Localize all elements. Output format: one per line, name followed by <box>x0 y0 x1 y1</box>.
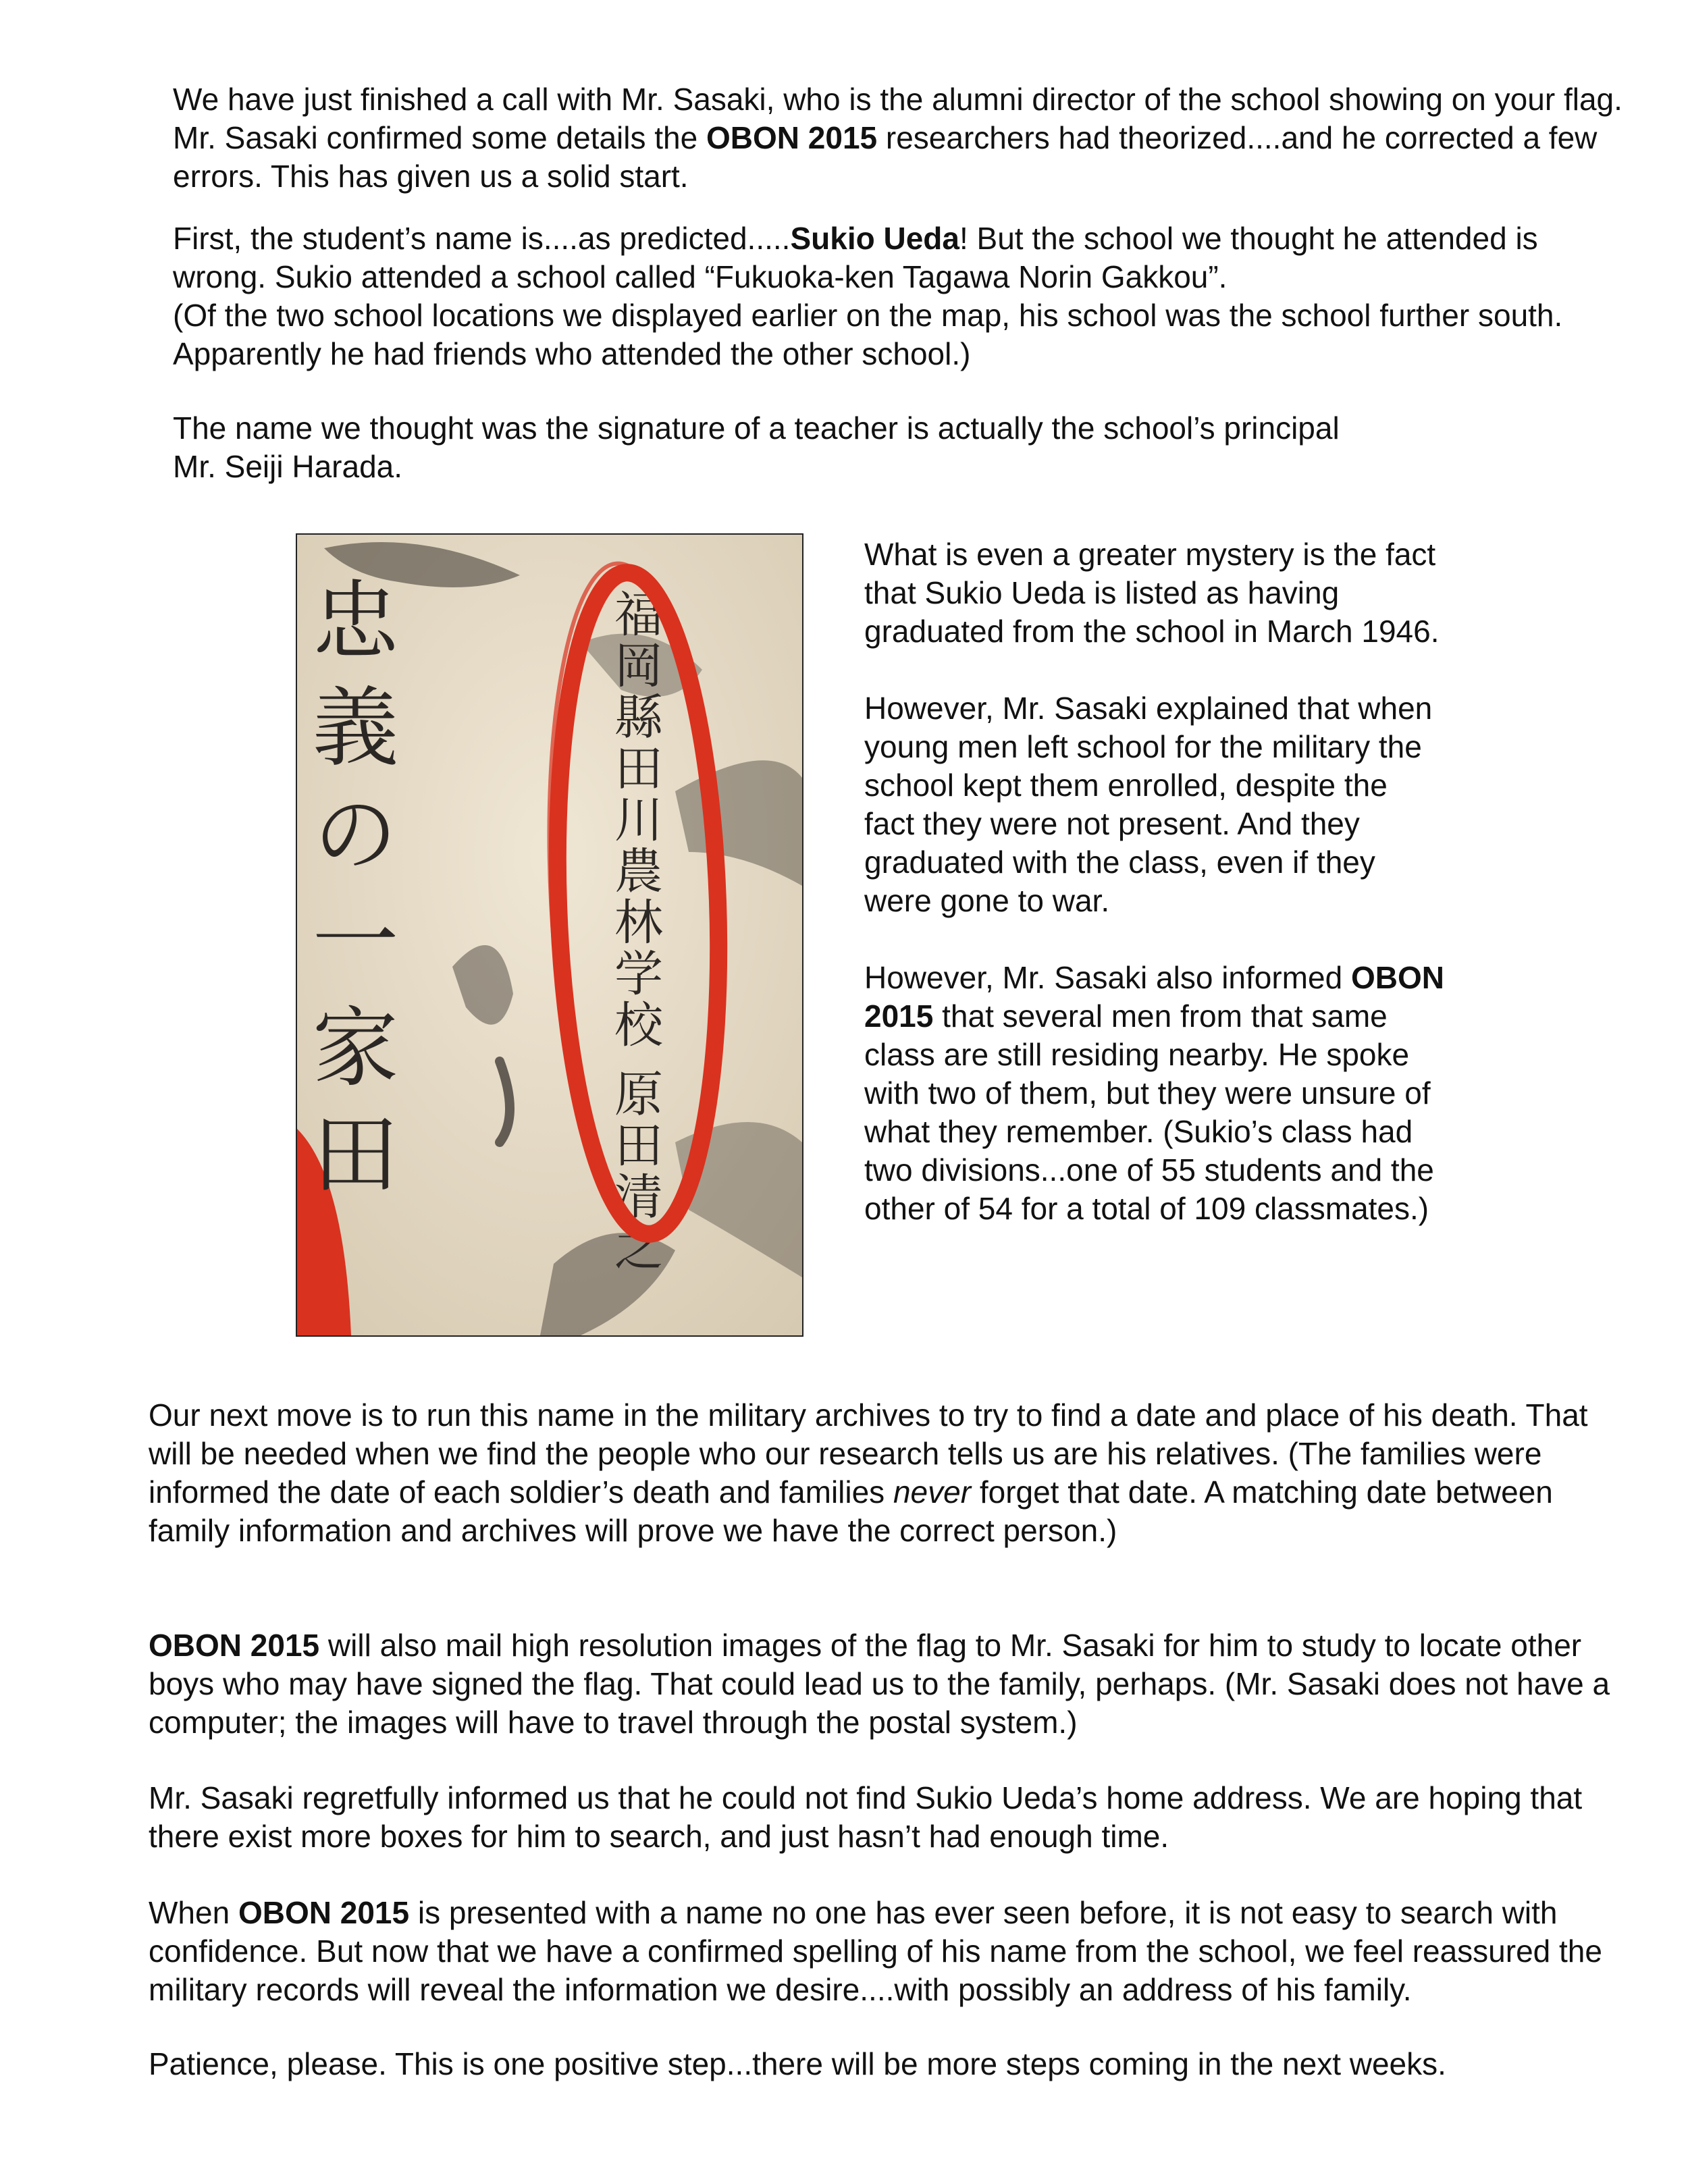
graduation-paragraph: What is even a greater mystery is the fact that Sukio Ueda is listed as having graduated from the school in March 1946. <box>864 537 1440 649</box>
obon-2015-bold: OBON 2015 <box>706 120 878 155</box>
closing-paragraph: Patience, please. This is one positive step...there will be more steps coming in the next weeks. <box>149 2046 1446 2081</box>
student-name-paragraph: First, the student’s name is....as predicted.....Sukio Ueda! But the school we thought he attended is wrong. Sukio attended a school called “Fukuoka-ken Tagawa Norin Gakkou”. (Of the two school locations we displayed earlier on the map, his school was the school further south. Apparently he had friends who attended the other school.) <box>173 221 1563 371</box>
obon-2015-bold: OBON 2015 <box>238 1895 410 1930</box>
student-name-bold: Sukio Ueda <box>790 221 959 256</box>
calligraphy-circled-inscription: 福岡縣田川農林学校 原田清之 <box>606 589 663 1274</box>
obon-2015-bold: OBON 2015 <box>864 960 1444 1034</box>
confidence-paragraph: When OBON 2015 is presented with a name no one has ever seen before, it is not easy to search with confidence. But now that we have a confirmed spelling of his name from the school, we feel reassured the military records will reveal the information we desire....with possibly an address of his family. <box>149 1895 1602 2007</box>
mail-images-paragraph: OBON 2015 will also mail high resolution images of the flag to Mr. Sasaki for him to study to locate other boys who may have signed the flag. That could lead us to the family, perhaps. (Mr. Sasaki does not have a computer; the images will have to travel through the postal system.) <box>149 1628 1610 1740</box>
archives-paragraph: Our next move is to run this name in the military archives to try to find a date and place of his death. That will be needed when we find the people who our research tells us are his relatives. (The families were informed the date of each soldier’s death and families never forget that date. A matching date between family information and archives will prove we have the correct person.) <box>149 1397 1588 1548</box>
calligraphy-left-column: 忠義の一家田 <box>297 575 398 1215</box>
never-italic: never <box>893 1474 972 1510</box>
flag-photo-drawing <box>297 535 802 1335</box>
obon-2015-bold: OBON 2015 <box>149 1628 320 1663</box>
intro-paragraph: We have just finished a call with Mr. Sasaki, who is the alumni director of the school showing on your flag. Mr. Sasaki confirmed some details the OBON 2015 researchers had theorized....and he corrected a few errors. This has given us a solid start. <box>173 82 1623 194</box>
principal-paragraph: The name we thought was the signature of a teacher is actually the school’s principal Mr. Seiji Harada. <box>173 410 1340 484</box>
flag-photo <box>296 533 803 1337</box>
home-address-paragraph: Mr. Sasaki regretfully informed us that he could not find Sukio Ueda’s home address. We are hoping that there exist more boxes for him to search, and just hasn’t had enough time. <box>149 1780 1583 1854</box>
classmates-paragraph: However, Mr. Sasaki also informed OBON 2015 that several men from that same class are still residing nearby. He spoke with two of them, but they were unsure of what they remember. (Sukio’s class had two divisions...one of 55 students and the other of 54 for a total of 109 classmates.) <box>864 960 1444 1226</box>
enrollment-paragraph: However, Mr. Sasaki explained that when young men left school for the military the school kept them enrolled, despite the fact they were not present. And they graduated with the class, even if they were gone to war. <box>864 691 1433 918</box>
sidebar-text <box>864 535 1445 1267</box>
